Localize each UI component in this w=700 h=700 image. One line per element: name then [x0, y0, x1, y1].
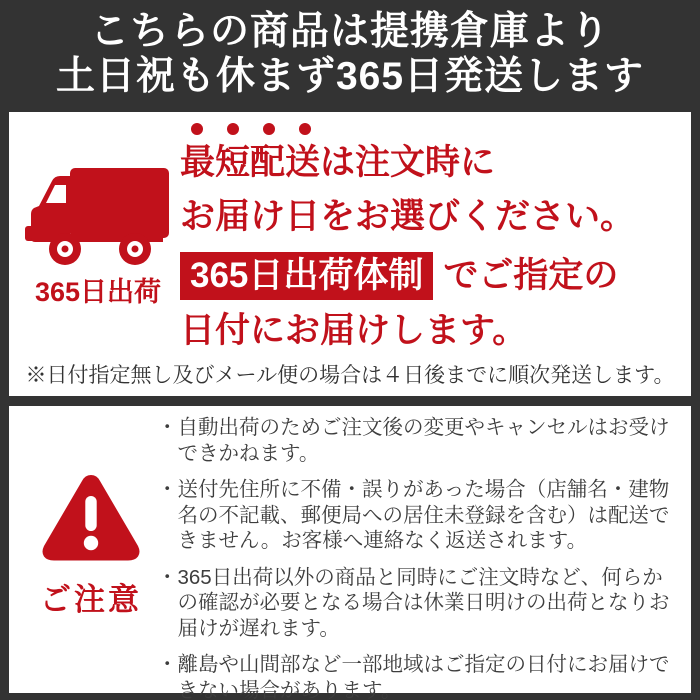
caution-label: ご注意: [40, 582, 142, 617]
caution-item-text: 送付先住所に不備・誤りがあった場合（店舗名・建物名の不記載、郵便局への居住未登録を含む）は配送できません。お客様へ連絡なく返送されます。: [177, 478, 670, 552]
bullet-icon: ・: [157, 478, 178, 501]
bullet-icon: ・: [157, 653, 178, 676]
caution-panel: [9, 406, 691, 700]
shipping-message: [180, 122, 683, 358]
caution-item: [157, 415, 677, 466]
truck-column: [13, 166, 183, 309]
shipping-note: ※日付指定無し及びメール便の場合は４日後までに順次発送します。: [25, 364, 675, 387]
caution-item-text: 離島や山間部など一部地域はご指定の日付にお届けできない場合があります。: [177, 653, 670, 700]
highlight-badge: 365日出荷体制: [180, 252, 433, 300]
shipping-line-3-suffix: でご指定の: [443, 256, 619, 295]
emphasis-dot: [191, 123, 203, 135]
caution-list: [157, 415, 677, 700]
caution-item: [157, 477, 677, 554]
caution-item-text: 自動出荷のためご注文後の変更やキャンセルはお受けできかねます。: [177, 416, 670, 465]
bullet-icon: ・: [157, 565, 178, 589]
emphasis-dot: [263, 123, 275, 135]
warning-triangle-icon: [40, 472, 142, 562]
header-line-1: こちらの商品は提携倉庫より: [89, 10, 610, 53]
delivery-truck-icon: [25, 166, 171, 266]
emphasis-dot: [227, 123, 239, 135]
truck-label: 365日出荷: [34, 277, 162, 307]
caution-column: [23, 472, 159, 619]
emphasis-dot: [299, 123, 311, 135]
caution-item: [157, 652, 677, 700]
shipping-line-3: [180, 249, 683, 303]
shipping-line-4: 日付にお届けします。: [180, 311, 528, 350]
shipping-line-1: 最短配送は注文時に: [180, 143, 496, 182]
header: [0, 0, 700, 112]
caution-item: [157, 565, 677, 642]
shipping-panel: [9, 112, 691, 396]
shipping-line-2: お届け日をお選びください。: [180, 197, 636, 236]
caution-item-text: 365日出荷以外の商品と同時にご注文時など、何らかの確認が必要となる場合は休業日明けの出荷となりお届けが遅れます。: [177, 565, 670, 640]
emphasis-dots: [180, 122, 683, 136]
header-line-2: 土日祝も休まず365日発送します: [55, 55, 645, 98]
bullet-icon: ・: [157, 416, 178, 439]
